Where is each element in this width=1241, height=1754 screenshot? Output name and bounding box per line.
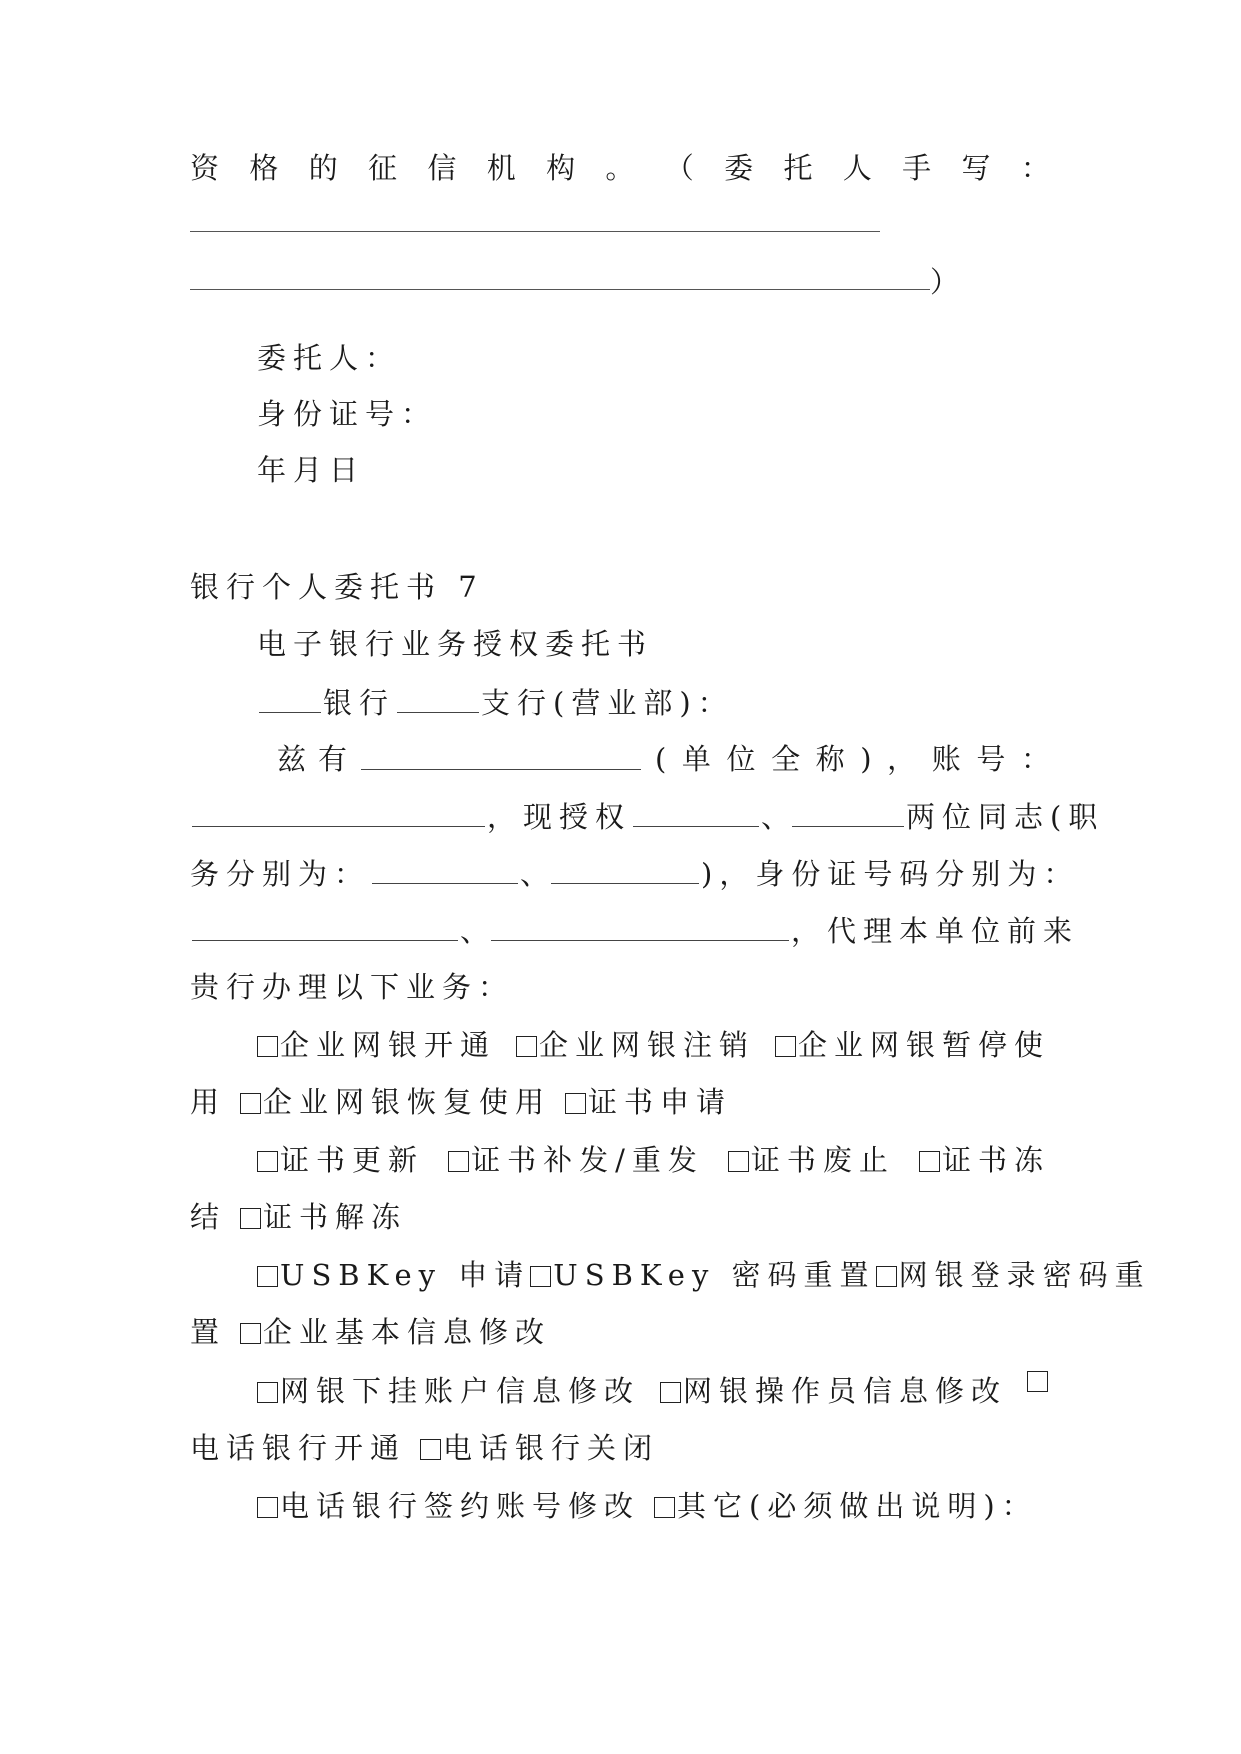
checkbox-icon[interactable] [1027,1371,1048,1392]
principal-label: 委托人： [257,341,402,375]
options-row-4b [190,1428,1050,1468]
checkbox-icon[interactable] [257,1497,278,1518]
checkbox-icon[interactable] [728,1151,749,1172]
row4b-option-0-label: 电话银行开通 [190,1431,407,1465]
section-title: 银行个人委托书 7 [190,570,484,604]
handwrite-rule-1 [190,231,880,232]
bank-label: 银行 [323,686,396,720]
line1-char-10: 托 [783,151,813,185]
authorize-line [190,796,1105,837]
checkbox-icon[interactable] [876,1266,897,1287]
options-row-2a [257,1140,1050,1180]
row1a-option-0[interactable] [257,1025,496,1065]
options-row-3b [190,1312,1050,1352]
option-label: 证书申请 [588,1085,733,1119]
row4b-option-1[interactable] [420,1431,659,1465]
line1-char-3: 征 [368,151,398,185]
checkbox-icon[interactable] [530,1266,551,1287]
checkbox-icon[interactable] [660,1382,681,1403]
options-row-1a [257,1025,1050,1065]
duty2-blank[interactable] [551,853,699,884]
option-label: 网银登录密码重 [898,1258,1151,1292]
sep-1: 、 [761,800,791,834]
options-row-1b [190,1082,1050,1122]
row3a-option-1[interactable] [530,1255,875,1295]
option-label: 其它(必须做出说明)： [677,1489,1038,1523]
row3b-option-0[interactable] [240,1315,551,1349]
checkbox-icon[interactable] [516,1036,537,1057]
branch-blank[interactable] [397,682,479,713]
date-label: 年月日 [257,453,366,487]
zi-char: 兹 [277,742,307,776]
checkbox-icon[interactable] [775,1036,796,1057]
option-label: 电话银行签约账号修改 [280,1489,641,1523]
id-numbers-label: )，身份证号码分别为： [701,857,1080,891]
line1-char-9: 委 [724,151,754,185]
option-label: 企业网银开通 [280,1028,497,1062]
line1-char-7: 。 [605,151,635,185]
ziyou-tail-char-5: ) [860,742,872,776]
checkbox-icon[interactable] [257,1151,278,1172]
row2a-option-2[interactable] [728,1140,895,1180]
option-label: 证书更新 [280,1143,425,1177]
checkbox-icon[interactable] [240,1323,261,1344]
row1b-continued-char: 用 [190,1085,227,1119]
id2-blank[interactable] [491,910,789,941]
row1b-option-0[interactable] [240,1085,551,1119]
id-number-label: 身份证号： [257,397,438,431]
ziyou-tail-char-4: 称 [815,742,845,776]
row5-option-0[interactable] [257,1489,640,1523]
line1-char-1: 格 [249,151,279,185]
row2a-option-1[interactable] [448,1140,704,1180]
option-label: 证书补发/重发 [471,1143,704,1177]
bank-line [257,682,1050,723]
row2b-continued-char: 结 [190,1200,227,1234]
sep-3: 、 [460,914,490,948]
option-label: 证书废止 [750,1143,895,1177]
agent-label: ，代理本单位前来 [791,914,1080,948]
line1-char-8: （ [664,151,694,185]
checkbox-icon[interactable] [919,1151,940,1172]
option-label: 证书冻 [941,1143,1050,1177]
options-row-5 [257,1486,1050,1526]
options-row-4a [257,1371,1050,1411]
ziyou-tail-char-1: 单 [681,742,711,776]
duties-line [190,853,1080,894]
line1-char-13: 写 [961,151,991,185]
option-label: USBKey 密码重置 [553,1258,876,1292]
row5-option-1[interactable] [654,1489,1038,1523]
line1-char-4: 信 [427,151,457,185]
bank-blank[interactable] [259,682,321,713]
zi-you-line [277,739,1050,779]
checkbox-icon[interactable] [448,1151,469,1172]
option-label: 电话银行关闭 [443,1431,660,1465]
sep-2: 、 [520,857,550,891]
option-label: 网银操作员信息修改 [683,1374,1008,1408]
ziyou-tail-char-9: ： [1020,742,1050,776]
handwrite-rule-2 [190,289,930,290]
line1-char-5: 机 [486,151,516,185]
branch-label: 支行(营业部)： [481,686,734,720]
line-1 [190,148,1050,188]
option-label: 企业网银恢复使用 [263,1085,552,1119]
line1-char-0: 资 [190,151,220,185]
row4a-option-1[interactable] [660,1371,1007,1411]
row4a-option-0[interactable] [257,1371,640,1411]
checkbox-icon[interactable] [654,1497,675,1518]
row1a-option-2[interactable] [775,1025,1050,1065]
you-char: 有 [318,742,348,776]
duty1-blank[interactable] [372,853,518,884]
row2a-option-3[interactable] [919,1140,1050,1180]
unit-name-blank[interactable] [361,739,641,770]
two-persons-label: 两位同志(职 [906,800,1105,834]
option-label: 网银下挂账户信息修改 [280,1374,641,1408]
option-label: USBKey 申请 [280,1258,531,1292]
options-row-3a [257,1255,1151,1295]
ziyou-tail-char-8: 号 [976,742,1006,776]
row2a-option-0[interactable] [257,1140,424,1180]
row3a-option-2[interactable] [876,1255,1151,1295]
business-intro: 贵行办理以下业务： [190,970,515,1004]
row1a-option-1[interactable] [516,1025,755,1065]
line1-char-12: 手 [902,151,932,185]
checkbox-icon[interactable] [240,1093,261,1114]
ziyou-tail-char-3: 全 [771,742,801,776]
ids-line [190,910,1080,951]
row2b-option-0[interactable] [240,1200,407,1234]
id1-blank[interactable] [192,910,458,941]
closing-paren: ） [930,265,960,299]
option-label: 证书解冻 [263,1200,408,1234]
checkbox-icon[interactable] [257,1036,278,1057]
checkbox-icon[interactable] [257,1382,278,1403]
authorize-label: ，现授权 [487,800,632,834]
checkbox-icon[interactable] [420,1439,441,1460]
line1-char-11: 人 [842,151,872,185]
options-row-2b [190,1197,1050,1237]
person2-blank[interactable] [792,796,904,827]
row3b-continued-char: 置 [190,1315,227,1349]
person1-blank[interactable] [633,796,759,827]
checkbox-icon[interactable] [257,1266,278,1287]
line1-char-2: 的 [308,151,338,185]
row3a-option-0[interactable] [257,1255,530,1295]
line1-char-14: ： [1020,151,1050,185]
row1b-option-1[interactable] [565,1085,732,1119]
ziyou-tail-char-6: ， [887,742,917,776]
option-label: 企业基本信息修改 [263,1315,552,1349]
checkbox-icon[interactable] [240,1208,261,1229]
ziyou-tail-char-7: 账 [931,742,961,776]
line1-char-6: 构 [546,151,576,185]
account-blank[interactable] [192,796,485,827]
unit-account-label [655,739,1050,779]
doc-title: 电子银行业务授权委托书 [257,627,654,661]
option-label: 企业网银注销 [538,1028,755,1062]
option-label: 企业网银暂停使 [797,1028,1050,1062]
ziyou-tail-char-0: ( [654,742,667,776]
checkbox-icon[interactable] [565,1093,586,1114]
ziyou-tail-char-2: 位 [726,742,756,776]
duties-label: 务分别为： [190,857,371,891]
